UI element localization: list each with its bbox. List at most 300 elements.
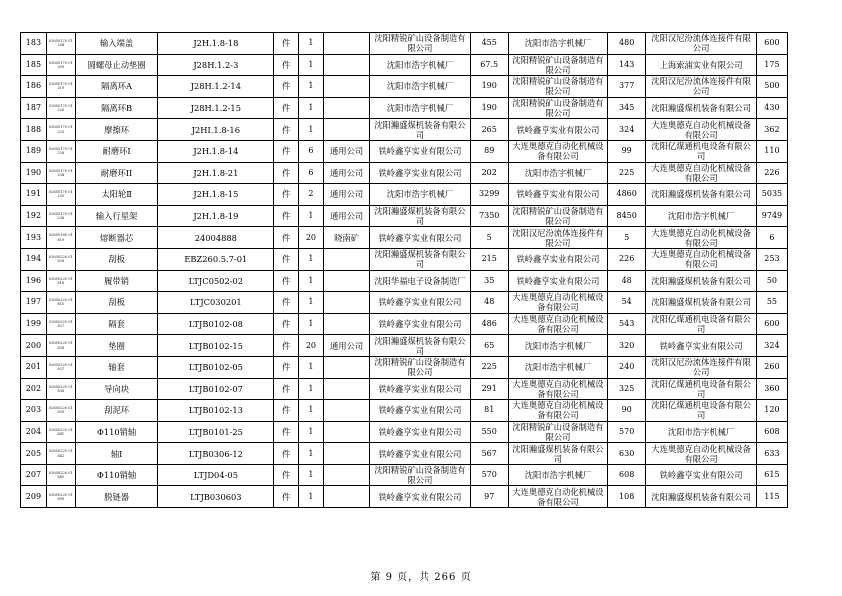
supplier3-cell: 铁岭鑫亨实业有限公司: [646, 335, 757, 357]
material-code-cell: 02850170 01220: [46, 97, 75, 119]
row-index-cell: 203: [21, 400, 47, 422]
row-index-cell: 192: [21, 205, 47, 227]
quantity-cell: 1: [299, 400, 324, 422]
unit-cell: 件: [274, 97, 299, 119]
supplier3-cell: 沈阳瀚盛煤机装备有限公司: [646, 184, 757, 206]
supplier3-cell: 上海索浦实业有限公司: [646, 54, 757, 76]
price2-cell: 240: [608, 356, 646, 378]
price1-cell: 48: [470, 292, 508, 314]
part-spec-cell: J28H.1.2-3: [158, 54, 274, 76]
price3-cell: 430: [756, 97, 787, 119]
price1-cell: 81: [470, 400, 508, 422]
quantity-cell: 1: [299, 248, 324, 270]
quantity-cell: 1: [299, 54, 324, 76]
supplier1-cell: 铁岭鑫亨实业有限公司: [370, 378, 470, 400]
remark-cell: [323, 292, 370, 314]
unit-cell: 件: [274, 248, 299, 270]
part-spec-cell: LTJB0101-25: [158, 421, 274, 443]
remark-cell: [323, 378, 370, 400]
supplier2-cell: 沈阳市浩宇机械厂: [508, 356, 607, 378]
unit-cell: 件: [274, 270, 299, 292]
row-index-cell: 209: [21, 486, 47, 508]
unit-cell: 件: [274, 335, 299, 357]
supplier1-cell: 铁岭鑫亨实业有限公司: [370, 292, 470, 314]
table-row: [21, 33, 788, 55]
unit-cell: 件: [274, 292, 299, 314]
remark-cell: [323, 356, 370, 378]
part-name-cell: 隔套: [75, 313, 158, 335]
quantity-cell: 20: [299, 335, 324, 357]
row-index-cell: 201: [21, 356, 47, 378]
material-code-cell: 02850170 01234: [46, 162, 75, 184]
remark-cell: [323, 248, 370, 270]
price1-cell: 7350: [470, 205, 508, 227]
quantity-cell: 6: [299, 140, 324, 162]
price3-cell: 50: [756, 270, 787, 292]
price2-cell: 54: [608, 292, 646, 314]
price-comparison-table: [20, 32, 788, 508]
supplier2-cell: 沈阳市浩宇机械厂: [508, 335, 607, 357]
price2-cell: 143: [608, 54, 646, 76]
quantity-cell: 1: [299, 486, 324, 508]
supplier1-cell: 铁岭鑫亨实业有限公司: [370, 227, 470, 249]
part-spec-cell: J2H.1.8-18: [158, 33, 274, 55]
price3-cell: 55: [756, 292, 787, 314]
table-row: [21, 97, 788, 119]
part-spec-cell: J2H.1.8-21: [158, 162, 274, 184]
price1-cell: 570: [470, 464, 508, 486]
price3-cell: 608: [756, 421, 787, 443]
supplier2-cell: 铁岭鑫亨实业有限公司: [508, 248, 607, 270]
supplier3-cell: 沈阳亿煤通机电设备有限公司: [646, 400, 757, 422]
part-spec-cell: J28H.1.2-15: [158, 97, 274, 119]
supplier1-cell: 沈阳市浩宇机械厂: [370, 97, 470, 119]
quantity-cell: 1: [299, 378, 324, 400]
remark-cell: [323, 421, 370, 443]
row-index-cell: 187: [21, 97, 47, 119]
supplier1-cell: 铁岭鑫亨实业有限公司: [370, 400, 470, 422]
price2-cell: 90: [608, 400, 646, 422]
price2-cell: 630: [608, 443, 646, 465]
price2-cell: 570: [608, 421, 646, 443]
price2-cell: 377: [608, 76, 646, 98]
part-name-cell: 圆螺母止动垫圈: [75, 54, 158, 76]
price3-cell: 260: [756, 356, 787, 378]
part-name-cell: 刮板: [75, 248, 158, 270]
part-name-cell: 脱链器: [75, 486, 158, 508]
price2-cell: 608: [608, 464, 646, 486]
part-name-cell: 摩擦环: [75, 119, 158, 141]
supplier1-cell: 沈阳瀚盛煤机装备有限公司: [370, 248, 470, 270]
price1-cell: 486: [470, 313, 508, 335]
supplier1-cell: 沈阳华福电子设备制造厂: [370, 270, 470, 292]
price3-cell: 633: [756, 443, 787, 465]
unit-cell: 件: [274, 140, 299, 162]
unit-cell: 件: [274, 54, 299, 76]
price3-cell: 600: [756, 313, 787, 335]
price1-cell: 550: [470, 421, 508, 443]
quantity-cell: 1: [299, 443, 324, 465]
material-code-cell: 02850170 01204: [46, 33, 75, 55]
table-row: [21, 292, 788, 314]
part-name-cell: 垫圈: [75, 335, 158, 357]
price3-cell: 362: [756, 119, 787, 141]
supplier3-cell: 沈阳市浩宇机械厂: [646, 421, 757, 443]
supplier2-cell: 大连奥德克自动化机械设备有限公司: [508, 313, 607, 335]
price2-cell: 108: [608, 486, 646, 508]
remark-cell: [323, 443, 370, 465]
part-name-cell: Φ110销轴: [75, 464, 158, 486]
supplier2-cell: 沈阳精锐矿山设备制造有限公司: [508, 421, 607, 443]
page-footer: 第 9 页，共 266 页: [370, 572, 472, 583]
part-name-cell: 耐磨环I: [75, 140, 158, 162]
supplier2-cell: 大连奥德克自动化机械设备有限公司: [508, 140, 607, 162]
row-index-cell: 189: [21, 140, 47, 162]
supplier2-cell: 铁岭鑫亨实业有限公司: [508, 119, 607, 141]
remark-cell: [323, 33, 370, 55]
table-row: [21, 464, 788, 486]
supplier2-cell: 大连奥德克自动化机械设备有限公司: [508, 292, 607, 314]
price2-cell: 324: [608, 119, 646, 141]
supplier2-cell: 大连奥德克自动化机械设备有限公司: [508, 378, 607, 400]
remark-cell: 通用公司: [323, 205, 370, 227]
price3-cell: 253: [756, 248, 787, 270]
table-row: [21, 335, 788, 357]
price1-cell: 455: [470, 33, 508, 55]
material-code-cell: 02850220 01839: [46, 400, 75, 422]
part-name-cell: 输入端盖: [75, 33, 158, 55]
material-code-cell: 02850220 01828: [46, 248, 75, 270]
part-spec-cell: LTJB0306-12: [158, 443, 274, 465]
unit-cell: 件: [274, 76, 299, 98]
material-code-cell: 02850220 01815: [46, 292, 75, 314]
part-name-cell: 刮板: [75, 292, 158, 314]
price2-cell: 225: [608, 162, 646, 184]
part-name-cell: 耐磨环II: [75, 162, 158, 184]
price3-cell: 324: [756, 335, 787, 357]
part-spec-cell: LTJB0102-15: [158, 335, 274, 357]
supplier3-cell: 沈阳瀚盛煤机装备有限公司: [646, 486, 757, 508]
part-name-cell: 隔离环A: [75, 76, 158, 98]
supplier3-cell: 大连奥德克自动化机械设备有限公司: [646, 227, 757, 249]
remark-cell: 通用公司: [323, 140, 370, 162]
price3-cell: 5035: [756, 184, 787, 206]
row-index-cell: 207: [21, 464, 47, 486]
supplier3-cell: 沈阳市浩宇机械厂: [646, 205, 757, 227]
price3-cell: 600: [756, 33, 787, 55]
price2-cell: 543: [608, 313, 646, 335]
price1-cell: 67.5: [470, 54, 508, 76]
supplier1-cell: 铁岭鑫亨实业有限公司: [370, 443, 470, 465]
table-row: [21, 400, 788, 422]
row-index-cell: 193: [21, 227, 47, 249]
part-spec-cell: J28H.1.2-14: [158, 76, 274, 98]
unit-cell: 件: [274, 421, 299, 443]
quantity-cell: 2: [299, 184, 324, 206]
material-code-cell: 02850220 01838: [46, 378, 75, 400]
supplier2-cell: 沈阳精锐矿山设备制造有限公司: [508, 76, 607, 98]
unit-cell: 件: [274, 443, 299, 465]
supplier1-cell: 铁岭鑫亨实业有限公司: [370, 486, 470, 508]
unit-cell: 件: [274, 313, 299, 335]
row-index-cell: 204: [21, 421, 47, 443]
price3-cell: 120: [756, 400, 787, 422]
material-code-cell: 02850180 01819: [46, 227, 75, 249]
remark-cell: 通用公司: [323, 184, 370, 206]
material-code-cell: 02850170 01228: [46, 140, 75, 162]
price2-cell: 99: [608, 140, 646, 162]
price2-cell: 4860: [608, 184, 646, 206]
unit-cell: 件: [274, 33, 299, 55]
remark-cell: [323, 400, 370, 422]
supplier1-cell: 沈阳瀚盛煤机装备有限公司: [370, 335, 470, 357]
material-code-cell: 02850170 01235: [46, 184, 75, 206]
row-index-cell: 188: [21, 119, 47, 141]
part-name-cell: 履带销: [75, 270, 158, 292]
remark-cell: [323, 97, 370, 119]
supplier1-cell: 沈阳瀚盛煤机装备有限公司: [370, 205, 470, 227]
supplier1-cell: 沈阳瀚盛煤机装备有限公司: [370, 119, 470, 141]
price2-cell: 48: [608, 270, 646, 292]
unit-cell: 件: [274, 486, 299, 508]
supplier2-cell: 大连奥德克自动化机械设备有限公司: [508, 400, 607, 422]
supplier2-cell: 沈阳市浩宇机械厂: [508, 162, 607, 184]
unit-cell: 件: [274, 119, 299, 141]
remark-cell: [323, 486, 370, 508]
table-row: [21, 443, 788, 465]
supplier3-cell: 沈阳瀚盛煤机装备有限公司: [646, 292, 757, 314]
price2-cell: 5: [608, 227, 646, 249]
material-code-cell: 02850220 01899: [46, 486, 75, 508]
price3-cell: 226: [756, 162, 787, 184]
supplier3-cell: 铁岭鑫亨实业有限公司: [646, 464, 757, 486]
quantity-cell: 1: [299, 464, 324, 486]
price3-cell: 360: [756, 378, 787, 400]
unit-cell: 件: [274, 184, 299, 206]
table-row: [21, 270, 788, 292]
supplier3-cell: 沈阳瀚盛煤机装备有限公司: [646, 270, 757, 292]
remark-cell: [323, 464, 370, 486]
price1-cell: 35: [470, 270, 508, 292]
part-spec-cell: LTJD04-05: [158, 464, 274, 486]
price3-cell: 6: [756, 227, 787, 249]
table-row: [21, 421, 788, 443]
unit-cell: 件: [274, 464, 299, 486]
material-code-cell: 02850220 01845: [46, 464, 75, 486]
price1-cell: 65: [470, 335, 508, 357]
table-row: [21, 313, 788, 335]
part-name-cell: 轴I: [75, 443, 158, 465]
remark-cell: [323, 313, 370, 335]
part-name-cell: 输入行星架: [75, 205, 158, 227]
table-row: [21, 378, 788, 400]
price1-cell: 291: [470, 378, 508, 400]
part-name-cell: 导向块: [75, 378, 158, 400]
unit-cell: 件: [274, 378, 299, 400]
part-spec-cell: LTJB030603: [158, 486, 274, 508]
price1-cell: 215: [470, 248, 508, 270]
part-spec-cell: LTJB0102-13: [158, 400, 274, 422]
row-index-cell: 183: [21, 33, 47, 55]
price2-cell: 226: [608, 248, 646, 270]
row-index-cell: 199: [21, 313, 47, 335]
supplier2-cell: 沈阳精锐矿山设备制造有限公司: [508, 205, 607, 227]
supplier1-cell: 铁岭鑫亨实业有限公司: [370, 313, 470, 335]
remark-cell: 晓南矿: [323, 227, 370, 249]
table-row: [21, 227, 788, 249]
supplier2-cell: 铁岭鑫亨实业有限公司: [508, 184, 607, 206]
remark-cell: 通用公司: [323, 335, 370, 357]
quantity-cell: 1: [299, 33, 324, 55]
quantity-cell: 1: [299, 356, 324, 378]
material-code-cell: 02850220 01842: [46, 443, 75, 465]
table-row: [21, 248, 788, 270]
price2-cell: 345: [608, 97, 646, 119]
part-spec-cell: LTJC0502-02: [158, 270, 274, 292]
supplier2-cell: 沈阳瀚盛煤机装备有限公司: [508, 443, 607, 465]
remark-cell: 通用公司: [323, 162, 370, 184]
table-row: [21, 162, 788, 184]
row-index-cell: 202: [21, 378, 47, 400]
remark-cell: [323, 54, 370, 76]
quantity-cell: 20: [299, 227, 324, 249]
supplier2-cell: 沈阳精锐矿山设备制造有限公司: [508, 97, 607, 119]
price3-cell: 175: [756, 54, 787, 76]
part-spec-cell: J2H.1.8-15: [158, 184, 274, 206]
price1-cell: 190: [470, 76, 508, 98]
price3-cell: 110: [756, 140, 787, 162]
supplier1-cell: 沈阳精锐矿山设备制造有限公司: [370, 356, 470, 378]
quantity-cell: 1: [299, 97, 324, 119]
material-code-cell: 02850170 01219: [46, 76, 75, 98]
quantity-cell: 6: [299, 162, 324, 184]
supplier3-cell: 大连奥德克自动化机械设备有限公司: [646, 162, 757, 184]
supplier3-cell: 大连奥德克自动化机械设备有限公司: [646, 248, 757, 270]
table-body: [21, 33, 788, 508]
quantity-cell: 1: [299, 313, 324, 335]
price2-cell: 480: [608, 33, 646, 55]
quantity-cell: 1: [299, 76, 324, 98]
material-code-cell: 02850170 01238: [46, 205, 75, 227]
material-code-cell: 02850170 01209: [46, 54, 75, 76]
supplier3-cell: 沈阳汉尼汾流体连接件有限公司: [646, 33, 757, 55]
supplier3-cell: 沈阳汉尼汾流体连接件有限公司: [646, 356, 757, 378]
part-name-cell: 太阳轮Ⅱ: [75, 184, 158, 206]
supplier1-cell: 铁岭鑫亨实业有限公司: [370, 162, 470, 184]
price1-cell: 202: [470, 162, 508, 184]
supplier1-cell: 铁岭鑫亨实业有限公司: [370, 421, 470, 443]
price1-cell: 567: [470, 443, 508, 465]
supplier3-cell: 沈阳亿煤通机电设备有限公司: [646, 378, 757, 400]
remark-cell: [323, 270, 370, 292]
supplier2-cell: 沈阳精锐矿山设备制造有限公司: [508, 54, 607, 76]
quantity-cell: 1: [299, 421, 324, 443]
price1-cell: 89: [470, 140, 508, 162]
part-spec-cell: LTJC030201: [158, 292, 274, 314]
supplier3-cell: 沈阳亿煤通机电设备有限公司: [646, 140, 757, 162]
unit-cell: 件: [274, 162, 299, 184]
table-row: [21, 54, 788, 76]
part-name-cell: Φ110销轴: [75, 421, 158, 443]
remark-cell: [323, 76, 370, 98]
unit-cell: 件: [274, 205, 299, 227]
price3-cell: 615: [756, 464, 787, 486]
table-row: [21, 205, 788, 227]
part-name-cell: 熔断器芯: [75, 227, 158, 249]
price3-cell: 9749: [756, 205, 787, 227]
table-row: [21, 119, 788, 141]
supplier2-cell: 沈阳市浩宇机械厂: [508, 33, 607, 55]
material-code-cell: 02850220 01841: [46, 421, 75, 443]
part-spec-cell: 24004888: [158, 227, 274, 249]
table-row: [21, 184, 788, 206]
material-code-cell: 02850220 01828: [46, 335, 75, 357]
part-spec-cell: J2HI.1.8-16: [158, 119, 274, 141]
supplier3-cell: 沈阳亿煤通机电设备有限公司: [646, 313, 757, 335]
price2-cell: 8450: [608, 205, 646, 227]
unit-cell: 件: [274, 400, 299, 422]
quantity-cell: 1: [299, 205, 324, 227]
price3-cell: 115: [756, 486, 787, 508]
part-spec-cell: EBZ260.5.7-01: [158, 248, 274, 270]
material-code-cell: 02850170 01223: [46, 119, 75, 141]
supplier1-cell: 铁岭鑫亨实业有限公司: [370, 140, 470, 162]
price1-cell: 5: [470, 227, 508, 249]
material-code-cell: 02850220 01827: [46, 313, 75, 335]
price1-cell: 97: [470, 486, 508, 508]
supplier1-cell: 沈阳精锐矿山设备制造有限公司: [370, 464, 470, 486]
price2-cell: 325: [608, 378, 646, 400]
unit-cell: 件: [274, 356, 299, 378]
quantity-cell: 1: [299, 270, 324, 292]
row-index-cell: 200: [21, 335, 47, 357]
supplier3-cell: 沈阳瀚盛煤机装备有限公司: [646, 97, 757, 119]
row-index-cell: 196: [21, 270, 47, 292]
supplier1-cell: 沈阳市浩宇机械厂: [370, 54, 470, 76]
supplier2-cell: 大连奥德克自动化机械设备有限公司: [508, 486, 607, 508]
part-spec-cell: LTJB0102-05: [158, 356, 274, 378]
supplier2-cell: 沈阳汉尼汾流体连接件有限公司: [508, 227, 607, 249]
part-name-cell: 轴套: [75, 356, 158, 378]
unit-cell: 件: [274, 227, 299, 249]
supplier2-cell: 铁岭鑫亨实业有限公司: [508, 270, 607, 292]
row-index-cell: 205: [21, 443, 47, 465]
part-name-cell: 刮泥环: [75, 400, 158, 422]
row-index-cell: 185: [21, 54, 47, 76]
material-code-cell: 02850220 01818: [46, 270, 75, 292]
price1-cell: 3299: [470, 184, 508, 206]
quantity-cell: 1: [299, 119, 324, 141]
table-row: [21, 76, 788, 98]
supplier2-cell: 沈阳市浩宇机械厂: [508, 464, 607, 486]
row-index-cell: 190: [21, 162, 47, 184]
supplier3-cell: 大连奥德克自动化机械设备有限公司: [646, 119, 757, 141]
row-index-cell: 191: [21, 184, 47, 206]
price1-cell: 265: [470, 119, 508, 141]
price1-cell: 225: [470, 356, 508, 378]
price3-cell: 500: [756, 76, 787, 98]
table-row: [21, 486, 788, 508]
table-row: [21, 140, 788, 162]
part-spec-cell: LTJB0102-08: [158, 313, 274, 335]
part-name-cell: 隔离环B: [75, 97, 158, 119]
part-spec-cell: J2H.1.8-14: [158, 140, 274, 162]
supplier1-cell: 沈阳精锐矿山设备制造有限公司: [370, 33, 470, 55]
supplier3-cell: 沈阳汉尼汾流体连接件有限公司: [646, 76, 757, 98]
quantity-cell: 1: [299, 292, 324, 314]
row-index-cell: 186: [21, 76, 47, 98]
part-spec-cell: J2H.1.8-19: [158, 205, 274, 227]
